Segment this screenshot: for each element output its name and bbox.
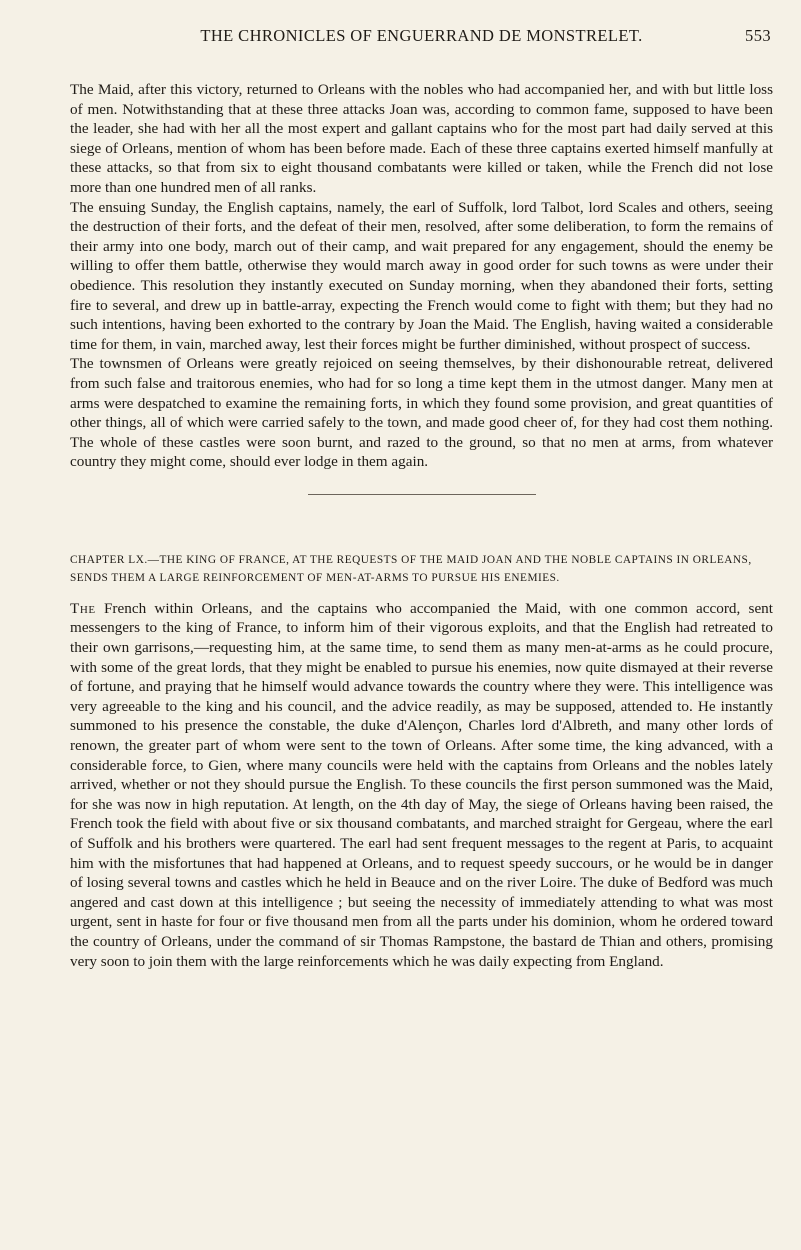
section-divider: [308, 494, 536, 495]
body-text: [70, 80, 773, 472]
page-number: 553: [745, 26, 771, 45]
chapter-first-word: The: [70, 599, 96, 617]
running-title: THE CHRONICLES OF ENGUERRAND DE MONSTRELET.: [200, 26, 643, 45]
chapter-text: French within Orleans, and the captains who accompanied the Maid, with one common accord, sent messengers to the king of France, to inform him of their vigorous exploits, and that the English had retreated to their own garrisons,—requesting him, at the same time, to send them as many men-at-arms as he could procure, with some of the great lords, that they might be enabled to pursue his enemies, now quite dismayed at their reverse of fortune, and praying that he himself would advance towards the country where they were. This intelligence was very agreeable to the king and his council, and the advice readily, as may be supposed, attended to. He instantly summoned to his presence the constable, the duke d'Alençon, Charles lord d'Albreth, and many other lords of renown, the greater part of whom were sent to the town of Orleans. After some time, the king advanced, with a considerable force, to Gien, where many councils were held with the captains from Orleans and the nobles lately arrived, whether or not they should pursue the English. To these councils the first person summoned was the Maid, for she was now in high reputation. At length, on the 4th day of May, the siege of Orleans having been raised, the French took the field with about five or six thousand combatants, and marched straight for Gergeau, where the earl of Suffolk and his brothers were quartered. The earl had sent frequent messages to the regent at Paris, to acquaint him with the misfortunes that had happened at Orleans, and to request speedy succours, or he would be in danger of losing several towns and castles which he held in Beauce and on the river Loire. The duke of Bedford was much angered and cast down at this intelligence ; but seeing the necessity of immediately attending to what was most urgent, sent in haste for four or five thousand men from all the parts under his dominion, whom he ordered toward the country of Orleans, under the command of sir Thomas Rampstone, the bastard de Thian and others, promising very soon to join them with the large reinforcements which he was daily expecting from England.: [70, 599, 773, 970]
paragraph: The townsmen of Orleans were greatly rejoiced on seeing themselves, by their dishonourable retreat, delivered from such false and traitorous enemies, who had for so long a time kept them in the utmost danger. Many men at arms were despatched to examine the remaining forts, in which they found some provision, and great quantities of other things, all of which were carried safely to the town, and made good cheer of, for they had cost them nothing. The whole of these castles were soon burnt, and razed to the ground, so that no men at arms, from whatever country they might come, should ever lodge in them again.: [70, 355, 773, 471]
paragraph: The ensuing Sunday, the English captains, namely, the earl of Suffolk, lord Talbot, lord Scales and others, seeing the destruction of their forts, and the defeat of their men, resolved, after some deliberation, to form the remains of their army into one body, march out of their camp, and wait prepared for any engagement, should the enemy be willing to offer them battle, otherwise they would march away in good order for such towns as were under their obedience. This resolution they instantly executed on Sunday morning, when they abandoned their forts, setting fire to several, and drew up in battle-array, expecting the French would come to fight with them; but they had no such intentions, having been exhorted to the contrary by Joan the Maid. The English, having waited a considerable time for them, in vain, marched away, lest their forces might be further diminished, without prospect of success.: [70, 198, 773, 353]
paragraph: The Maid, after this victory, returned to Orleans with the nobles who had accompanied her, and with but little loss of men. Notwithstanding that at these three attacks Joan was, according to common fame, supposed to have been the leader, she had with her all the most expert and gallant captains who for the most part had daily served at this siege of Orleans, mention of whom has been before made. Each of these three captains exerted himself manfully at these attacks, so that from six to eight thousand combatants were killed or taken, while the French did not lose more than one hundred men of all ranks.: [70, 81, 773, 196]
running-header: [70, 22, 773, 50]
chapter-body: [70, 599, 773, 971]
chapter-heading: CHAPTER LX.—THE KING OF FRANCE, AT THE REQUESTS OF THE MAID JOAN AND THE NOBLE CAPTAINS IN ORLEANS, SENDS THEM A LARGE REINFORCEMENT OF MEN-AT-ARMS TO PURSUE HIS ENEMIES.: [70, 553, 752, 584]
chapter-paragraph: [70, 599, 773, 971]
